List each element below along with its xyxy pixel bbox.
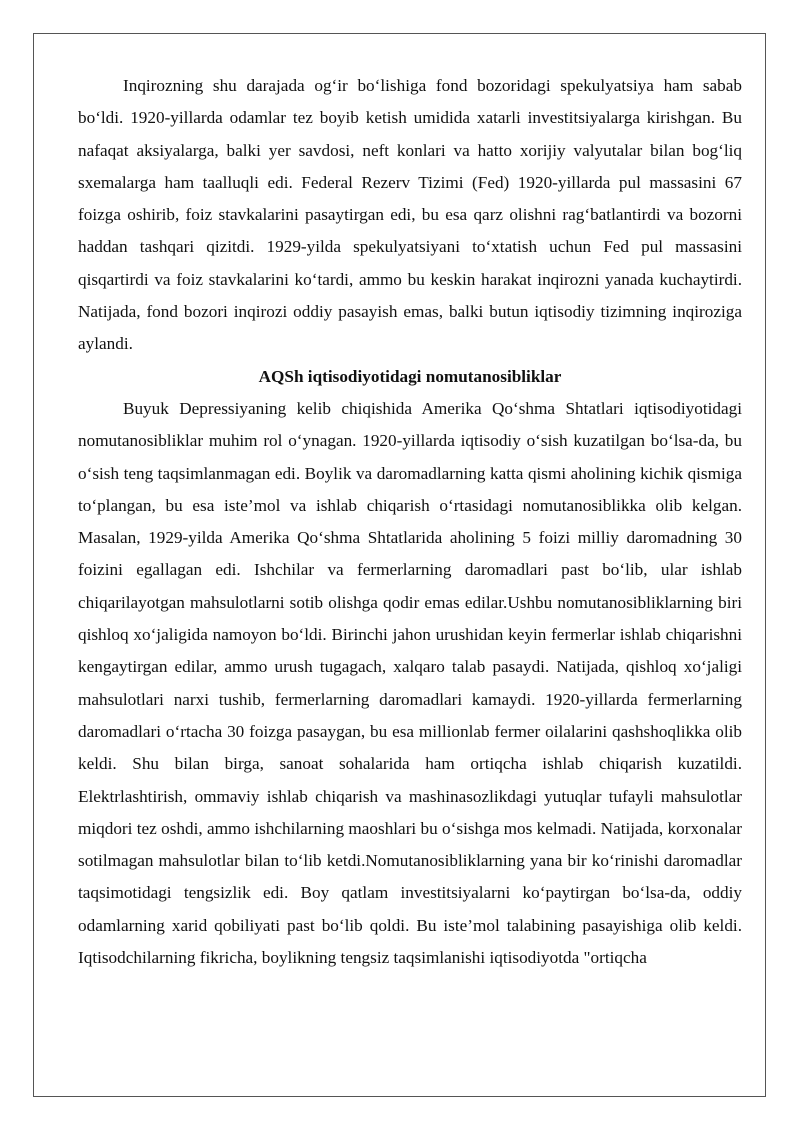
paragraph-imbalances: Buyuk Depressiyaning kelib chiqishida Amerika Qo‘shma Shtatlari iqtisodiyotidagi nomutanosibliklar muhim rol o‘ynagan. 1920-yillarda iqtisodiy o‘sish kuzatilgan bo‘lsa-da, bu o‘sish teng taqsimlanmagan edi. Boylik va daromadlarning katta qismi aholining kichik qismiga to‘plangan, bu esa iste’mol va ishlab chiqarish o‘rtasidagi nomutanosiblikka olib kelgan. Masalan, 1929-yilda Amerika Qo‘shma Shtatlarida aholining 5 foizi milliy daromadning 30 foizini egallagan edi. Ishchilar va fermerlarning daromadlari past bo‘lib, ular ishlab chiqarilayotgan mahsulotlarni sotib olishga qodir emas edilar.Ushbu nomutanosibliklarning biri qishloq xo‘jaligida namoyon bo‘ldi. Birinchi jahon urushidan keyin fermerlar ishlab chiqarishni kengaytirgan edilar, ammo urush tugagach, xalqaro talab pasaydi. Natijada, qishloq xo‘jaligi mahsulotlari narxi tushib, fermerlarning daromadlari kamaydi. 1920-yillarda fermerlarning daromadlari o‘rtacha 30 foizga pasaygan, bu esa millionlab fermer oilalarini qashshoqlikka olib keldi. Shu bilan birga, sanoat sohalarida ham ortiqcha ishlab chiqarish kuzatildi. Elektrlashtirish, ommaviy ishlab chiqarish va mashinasozlikdagi yutuqlar tufayli mahsulotlar miqdori tez oshdi, ammo ishchilarning maoshlari bu o‘sishga mos kelmadi. Natijada, korxonalar sotilmagan mahsulotlar bilan to‘lib ketdi.Nomutanosibliklarning yana bir ko‘rinishi daromadlar taqsimotidagi tengsizlik edi. Boy qatlam investitsiyalarni ko‘paytirgan bo‘lsa-da, oddiy odamlarning xarid qobiliyati past bo‘lib qoldi. Bu iste’mol talabining pasayishiga olib keldi. Iqtisodchilarning fikricha, boylikning tengsiz taqsimlanishi iqtisodiyotda "ortiqcha [78, 398, 742, 968]
document-body [78, 70, 742, 974]
section-heading: AQSh iqtisodiyotidagi nomutanosibliklar [258, 366, 562, 386]
paragraph-speculation: Inqirozning shu darajada og‘ir bo‘lishiga fond bozoridagi spekulyatsiya ham sabab bo‘ldi. 1920-yillarda odamlar tez boyib ketish umidida xatarli investitsiyalarga kirishgan. Bu nafaqat aksiyalarga, balki yer savdosi, neft konlari va hatto xorijiy valyutalar bilan bog‘liq sxemalarga ham taalluqli edi. Federal Rezerv Tizimi (Fed) 1920-yillarda pul massasini 67 foizga oshirib, foiz stavkalarini pasaytirgan edi, bu esa qarz olishni rag‘batlantirdi va bozorni haddan tashqari qizitdi. 1929-yilda spekulyatsiyani to‘xtatish uchun Fed pul massasini qisqartirdi va foiz stavkalarini ko‘tardi, ammo bu keskin harakat inqirozni yanada kuchaytirdi. Natijada, fond bozori inqirozi oddiy pasayish emas, balki butun iqtisodiy tizimning inqiroziga aylandi. [78, 76, 742, 354]
